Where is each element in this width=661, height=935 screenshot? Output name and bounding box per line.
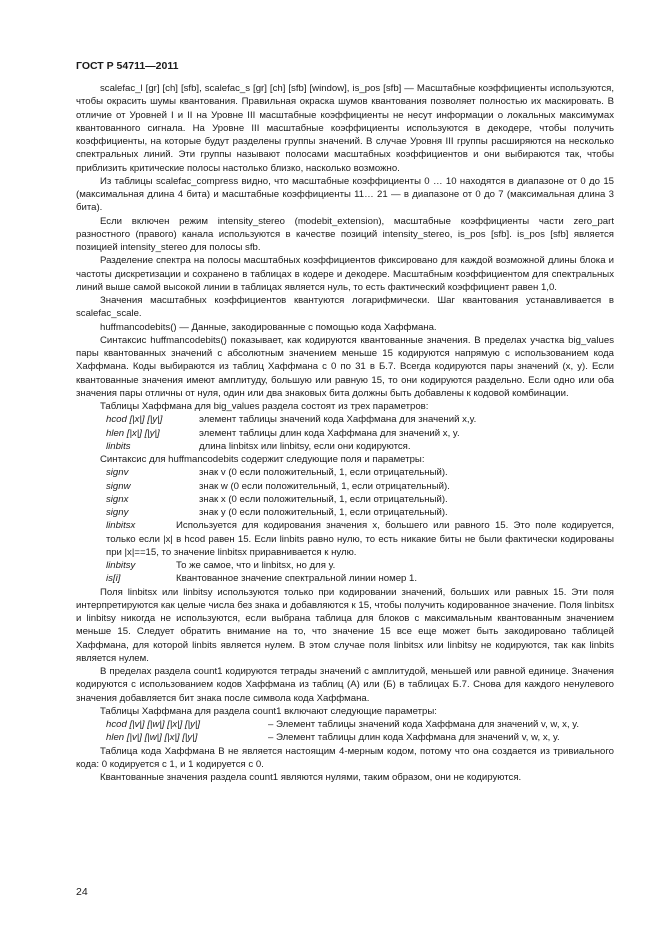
param-desc: Квантованное значение спектральной линии номер 1.	[176, 573, 418, 585]
param-row	[76, 440, 614, 453]
param-desc: Используется для кодирования значения x, большего или равного 15. Это поле кодируется, только если |x| в hcod равен 15. Если linbits равно нулю, то есть никакие биты не были фактически кодированы при |x|==15, то значение linbitsx приравнивается к нулю.	[106, 520, 614, 558]
param-row	[76, 480, 614, 493]
param-key: linbitsy	[106, 560, 136, 571]
linbitsx-entry	[76, 519, 614, 559]
paragraph: Если включен режим intensity_stereo (modebit_extension), масштабные коэффициенты части zero_part разностного (правого) канала используются в качестве позиций intensity_stereo, is_pos [sfb]. is_pos [sfb] является позицией intensity_stereo для полосы sfb.	[76, 215, 614, 253]
paragraph: Значения масштабных коэффициентов квантуются логарифмически. Шаг квантования устанавливается в scalefac_scale.	[76, 295, 614, 320]
param-row	[76, 506, 614, 519]
param-desc: длина linbitsx или linbitsy, если они кодируются.	[199, 440, 411, 452]
paragraph: Из таблицы scalefac_compress видно, что масштабные коэффициенты 0 … 10 находятся в диапазоне от 0 до 15 (максимальная длина 4 бита) и масштабные коэффициенты 11… 21 — в диапазоне от 0 до 7 (максимальная длина 3 бита).	[76, 175, 614, 214]
param-row	[76, 559, 614, 572]
paragraph: Поля linbitsx или linbitsy используются только при кодировании значений, больших или равных 15. Эти поля интерпретируются как целые числа без знака и добавляются к 15, чтобы получить кодированное значение. Поля linbitsx и linbitsy никогда не используются, если выбрана таблица для блоков с максимальным квантованным значением меньше 15. Следует обратить внимание на то, что значение 15 все еще может быть закодировано таблицей Хаффмана, для которой linbits является нулем. В этом случае поля linbitsx или linbitsy не кодируются, так как linbits является нулем.	[76, 586, 614, 664]
param-desc: элемент таблицы значений кода Хаффмана для значений x,y.	[199, 414, 477, 426]
param-row	[76, 572, 614, 585]
param-key: hlen [|v|] [|w|] [|x|] [|y|]	[106, 732, 198, 744]
page-header: ГОСТ Р 54711—2011	[76, 60, 179, 72]
paragraph: Разделение спектра на полосы масштабных коэффициентов фиксировано для каждой возможной длины блока и частоты дискретизации и сохранено в таблицах в кодере и декодере. Масштабным коэффициентом для спектральных линий выше самой высокой линии в таблицах является нуль, то есть фактический коэффициент равен 1,0.	[76, 255, 614, 293]
param-row	[76, 466, 614, 479]
param-desc: элемент таблицы длин кода Хаффмана для значений x, y.	[199, 427, 460, 439]
paragraph: Таблица кода Хаффмана В не является настоящим 4-мерным кодом, потому что она создается из тривиального кода: 0 кодируется с 1, и 1 кодируется с 0.	[76, 745, 614, 770]
param-key: hcod [|v|] [|w|] [|x|] [|y|]	[106, 719, 201, 730]
param-row	[76, 731, 614, 744]
document-body	[76, 82, 614, 784]
paragraph: Таблицы Хаффмана для big_values раздела состоят из трех параметров:	[100, 401, 429, 412]
param-key: signy	[106, 507, 129, 518]
param-row	[76, 413, 614, 426]
paragraph: Синтаксис huffmancodebits() показывает, как кодируются квантованные значения. В пределах участка big_values пары квантованных значений с абсолютным значением меньше 15 кодируются напрямую с использованием кода Хаффмана. Коды выбираются из таблиц Хаффмана с 0 по 31 в Б.7. Всегда кодируются пары значений (x, y). Если квантованные значения имеют амплитуду, большую или равную 15, то они кодируются раздельно. Если одно или оба значения пары отличны от нуля, один или два знаковых бита должны быть добавлены к кодовой комбинации.	[76, 334, 614, 399]
param-key: signw	[106, 480, 131, 492]
param-desc: – Элемент таблицы длин кода Хаффмана для значений v, w, x, y.	[268, 732, 560, 744]
paragraph: Квантованные значения раздела count1 являются нулями, таким образом, они не кодируются.	[100, 772, 522, 783]
param-key: signv	[106, 467, 129, 479]
param-key: linbits	[106, 440, 131, 452]
param-key: hlen [|x|] [|y|]	[106, 427, 160, 439]
param-row	[76, 427, 614, 440]
param-desc: – Элемент таблицы значений кода Хаффмана для значений v, w, x, y.	[268, 719, 580, 730]
param-desc: знак x (0 если положительный, 1, если отрицательный).	[199, 493, 448, 505]
paragraph: Таблицы Хаффмана для раздела count1 включают следующие параметры:	[100, 705, 437, 717]
paragraph: В пределах раздела count1 кодируются тетрады значений с амплитудой, меньшей или равной единице. Значения кодируются с использованием кодов Хаффмана из таблиц (А) или (Б) в таблицах Б.7. Снова для каждого ненулевого значения добавляется бит знака после символа кода Хаффмана.	[76, 666, 614, 704]
param-key: linbitsx	[106, 520, 136, 532]
param-row	[76, 493, 614, 506]
paragraph: huffmancodebits() — Данные, закодированные с помощью кода Хаффмана.	[100, 321, 437, 333]
param-desc: То же самое, что и linbitsx, но для y.	[176, 560, 336, 571]
paragraph: scalefac_l [gr] [ch] [sfb], scalefac_s [gr] [ch] [sfb] [window], is_pos [sfb] — Масштабные коэффициенты используются, чтобы окрасить шумы квантования. Правильная окраска шумов квантования позволяет полностью их маскировать. В отличие от Уровней I и II на Уровне III масштабные коэффициенты не несут информации о локальных максимумах квантованного сигнала. На Уровне III масштабные коэффициенты используются в декодере, чтобы получить коэффициенты, на которые будут разделены группы значений. В случае Уровня III группы расширяются на несколько спектральных линий. Эти группы называют полосами масштабных коэффициентов и они выбираются так, чтобы приблизить критические полосы настолько близко, насколько возможно.	[76, 83, 614, 174]
param-desc: знак y (0 если положительный, 1, если отрицательный).	[199, 507, 448, 518]
param-desc: знак w (0 если положительный, 1, если отрицательный).	[199, 480, 450, 492]
param-key: hcod [|x|] [|y|]	[106, 414, 163, 426]
param-key: is[i]	[106, 573, 121, 585]
param-row	[76, 718, 614, 731]
param-key: signx	[106, 493, 129, 505]
paragraph: Синтаксис для huffmancodebits содержит следующие поля и параметры:	[100, 454, 425, 465]
param-desc: знак v (0 если положительный, 1, если отрицательный).	[199, 467, 448, 479]
page-number: 24	[76, 886, 88, 898]
